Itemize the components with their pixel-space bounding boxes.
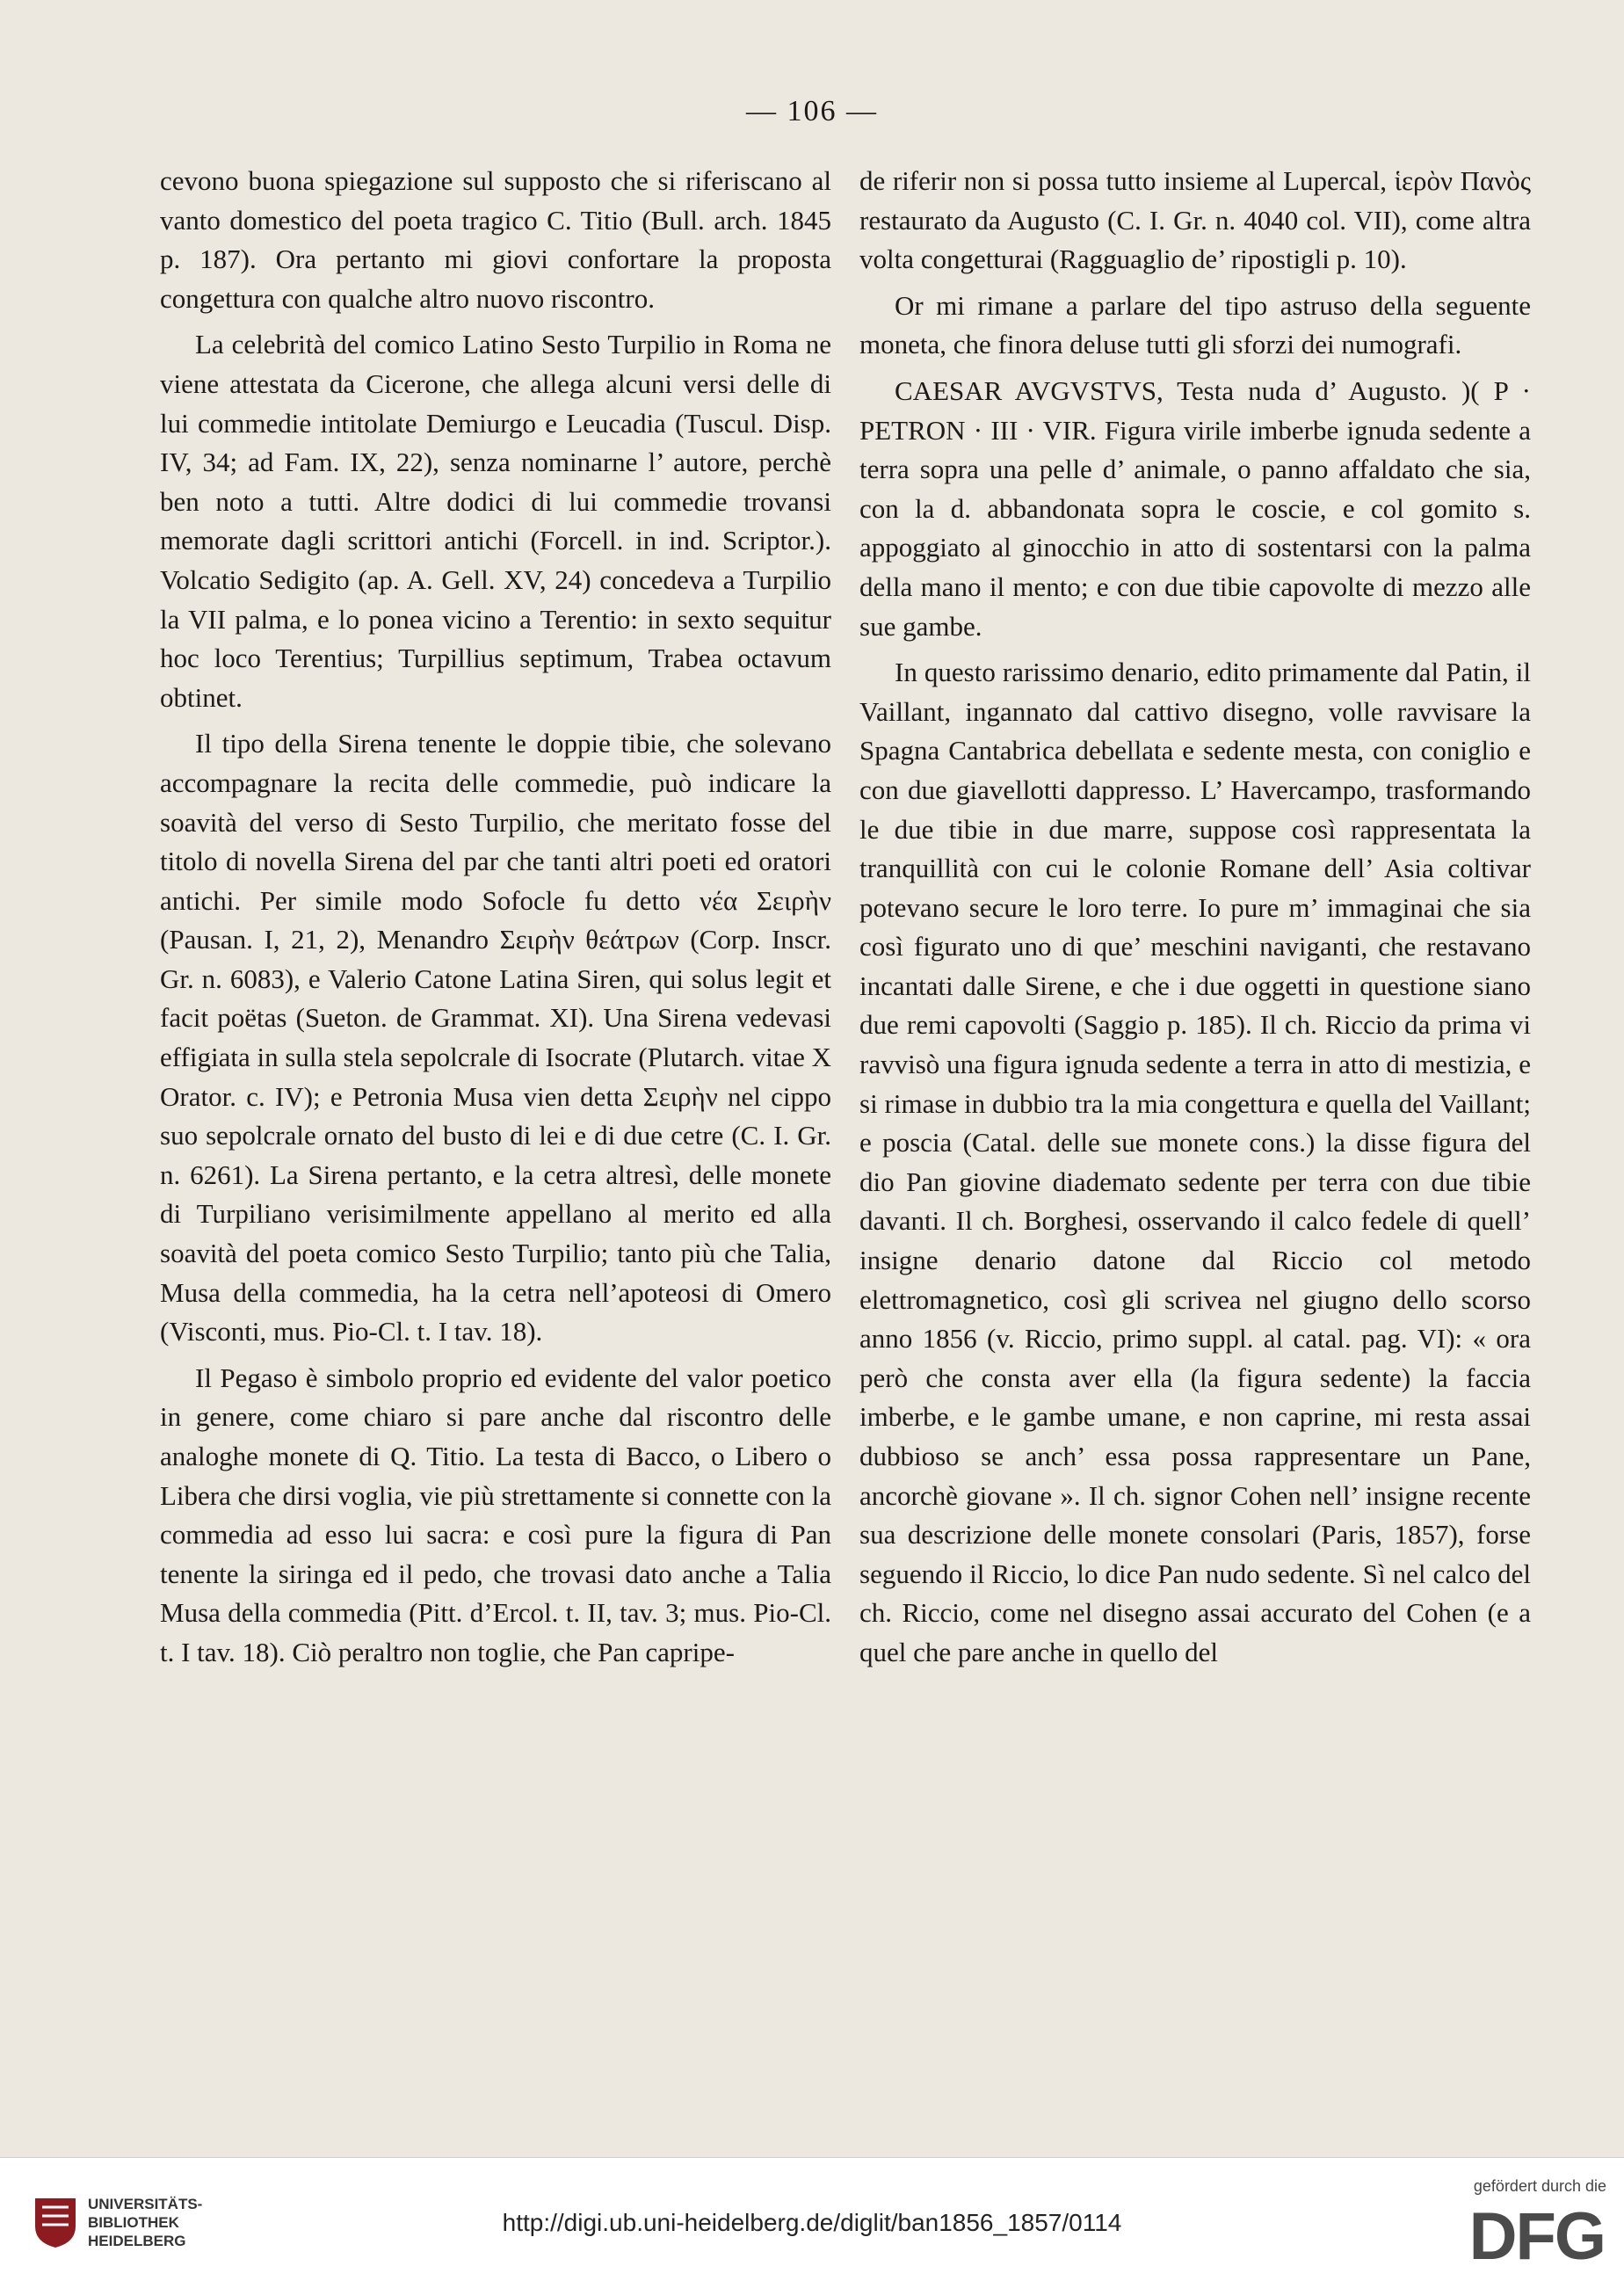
paragraph: de riferir non si possa tutto insieme al Lupercal, ἱερὸν Πανὸς restaurato da Augusto (C. I. Gr. n. 4040 col. VII), come altra volta congetturai (Ragguaglio de’ ripostigli p. 10). [859, 165, 1531, 275]
paragraph: La celebrità del comico Latino Sesto Turpilio in Roma ne viene attestata da Cicerone, che allega alcuni versi delle di lui commedie intitolate Demiurgo e Leucadia (Tuscul. Disp. IV, 34; ad Fam. IX, 22), senza nominarne l’ autore, perchè ben noto a tutti. Altre dodici di lui commedie trovansi memorate dagli scrittori antichi (Forcell. in ind. Scriptor.). Volcatio Sedigito (ap. A. Gell. XV, 24) concedeva a Turpilio la VII palma, e lo ponea vicino a Terentio: in sexto sequitur hoc loco Terentius; Turpillius septimum, Trabea octavum obtinet. [160, 329, 831, 713]
paragraph: cevono buona spiegazione sul supposto che si riferiscano al vanto domestico del poeta tragico C. Titio (Bull. arch. 1845 p. 187). Ora pertanto mi giovi confortare la proposta congettura con qualche altro nuovo riscontro. [160, 165, 831, 314]
right-column [859, 162, 1531, 1673]
paragraph: Il Pegaso è simbolo proprio ed evidente del valor poetico in genere, come chiaro si pare anche dal riscontro delle analoghe monete di Q. Titio. La testa di Bacco, o Libero o Libera che dirsi voglia, vie più strettamente si connette con la commedia ad esso lui sacra: e così pure la figura di Pan tenente la siringa ed il pedo, che trovasi dato anche a Talia Musa della commedia (Pitt. d’Ercol. t. II, tav. 3; mus. Pio-Cl. t. I tav. 18). Ciò peraltro non toglie, che Pan capripe- [160, 1362, 831, 1667]
paragraph: In questo rarissimo denario, edito primamente dal Patin, il Vaillant, ingannato dal cattivo disegno, volle ravvisare la Spagna Cantabrica debellata e sedente mesta, con coniglio e con due giavellotti dappresso. L’ Havercampo, trasformando le due tibie in due marre, suppose così rappresentata la tranquillità con cui le colonie Romane dell’ Asia coltivar potevano secure le loro terre. Io pure m’ immaginai che sia così figurato uno di que’ meschini naviganti, che restavano incantati dalle Sirene, e che i due oggetti in questione siano due remi capovolti (Saggio p. 185). Il ch. Riccio da prima vi ravvisò una figura ignuda sedente a terra in atto di mestizia, e si rimase in dubbio tra la mia congettura e quella del Vaillant; e poscia (Catal. delle sue monete cons.) la disse figura del dio Pan giovine diademato sedente per terra con due tibie davanti. Il ch. Borghesi, osservando il calco fedele di quell’ insigne denario datone dal Riccio col metodo elettromagnetico, così gli scrivea nel giugno dello scorso anno 1856 (v. Riccio, primo suppl. al catal. pag. VI): « ora però che consta aver ella (la figura sedente) la faccia imberbe, e le gambe umane, e non caprine, mi resta assai dubbioso se anch’ essa possa rappresentare un Pane, ancorchè giovane ». Il ch. signor Cohen nell’ insigne recente sua descrizione delle monete consolari (Paris, 1857), forse seguendo il Riccio, lo dice Pan nudo sedente. Sì nel calco del ch. Riccio, come nel disegno assai accurato del Cohen (e a quel che pare anche in quello del [859, 657, 1531, 1667]
page-number: — 106 — [746, 95, 878, 127]
institution-name: UNIVERSITÄTS- BIBLIOTHEK HEIDELBERG [88, 2196, 203, 2249]
source-url[interactable]: http://digi.ub.uni-heidelberg.de/diglit/ban1856_1857/0114 [502, 2209, 1122, 2236]
dfg-logo: DFG [1468, 2199, 1605, 2274]
coin-description: CAESAR AVGVSTVS, Testa nuda d’ Augusto. )( P · PETRON · III · VIR. Figura virile imberbe ignuda sedente a terra sopra una pelle d’ animale, o panno affaldato che sia, con la d. abbandonata sopra le coscie, e col gomito s. appoggiato al ginocchio in atto di sostentarsi con la palma della mano il mento; e con due tibie capovolte di mezzo alle sue gambe. [859, 374, 1531, 642]
funded-by-label: gefördert durch die [1473, 2177, 1606, 2195]
paragraph: Il tipo della Sirena tenente le doppie tibie, che solevano accompagnare la recita delle commedie, può indicare la soavità del verso di Sesto Turpilio, che meritato fosse del titolo di novella Sirena del par che tanti altri poeti ed oratori antichi. Per simile modo Sofocle fu detto νέα Σειρὴν (Pausan. I, 21, 2), Menandro Σειρὴν θεάτρων (Corp. Inscr. Gr. n. 6083), e Valerio Catone Latina Siren, qui solus legit et facit poëtas (Sueton. de Grammat. XI). Una Sirena vedevasi effigiata in sulla stela sepolcrale di Isocrate (Plutarch. vitae X Orator. c. IV); e Petronia Musa vien detta Σειρὴν nel cippo suo sepolcrale ornato del busto di lei e di due cetre (C. I. Gr. n. 6261). La Sirena pertanto, e la cetra altresì, delle monete di Turpiliano verisimilmente appellano al merito ed alla soavità del poeta comico Sesto Turpilio; tanto più che Talia, Musa della commedia, ha la cetra nell’apoteosi di Omero (Visconti, mus. Pio-Cl. t. I tav. 18). [160, 728, 831, 1347]
left-column [160, 162, 831, 1673]
footer-bar [0, 2157, 1624, 2288]
paragraph: Or mi rimane a parlare del tipo astruso della seguente moneta, che finora deluse tutti gli sforzi dei numografi. [859, 289, 1531, 360]
